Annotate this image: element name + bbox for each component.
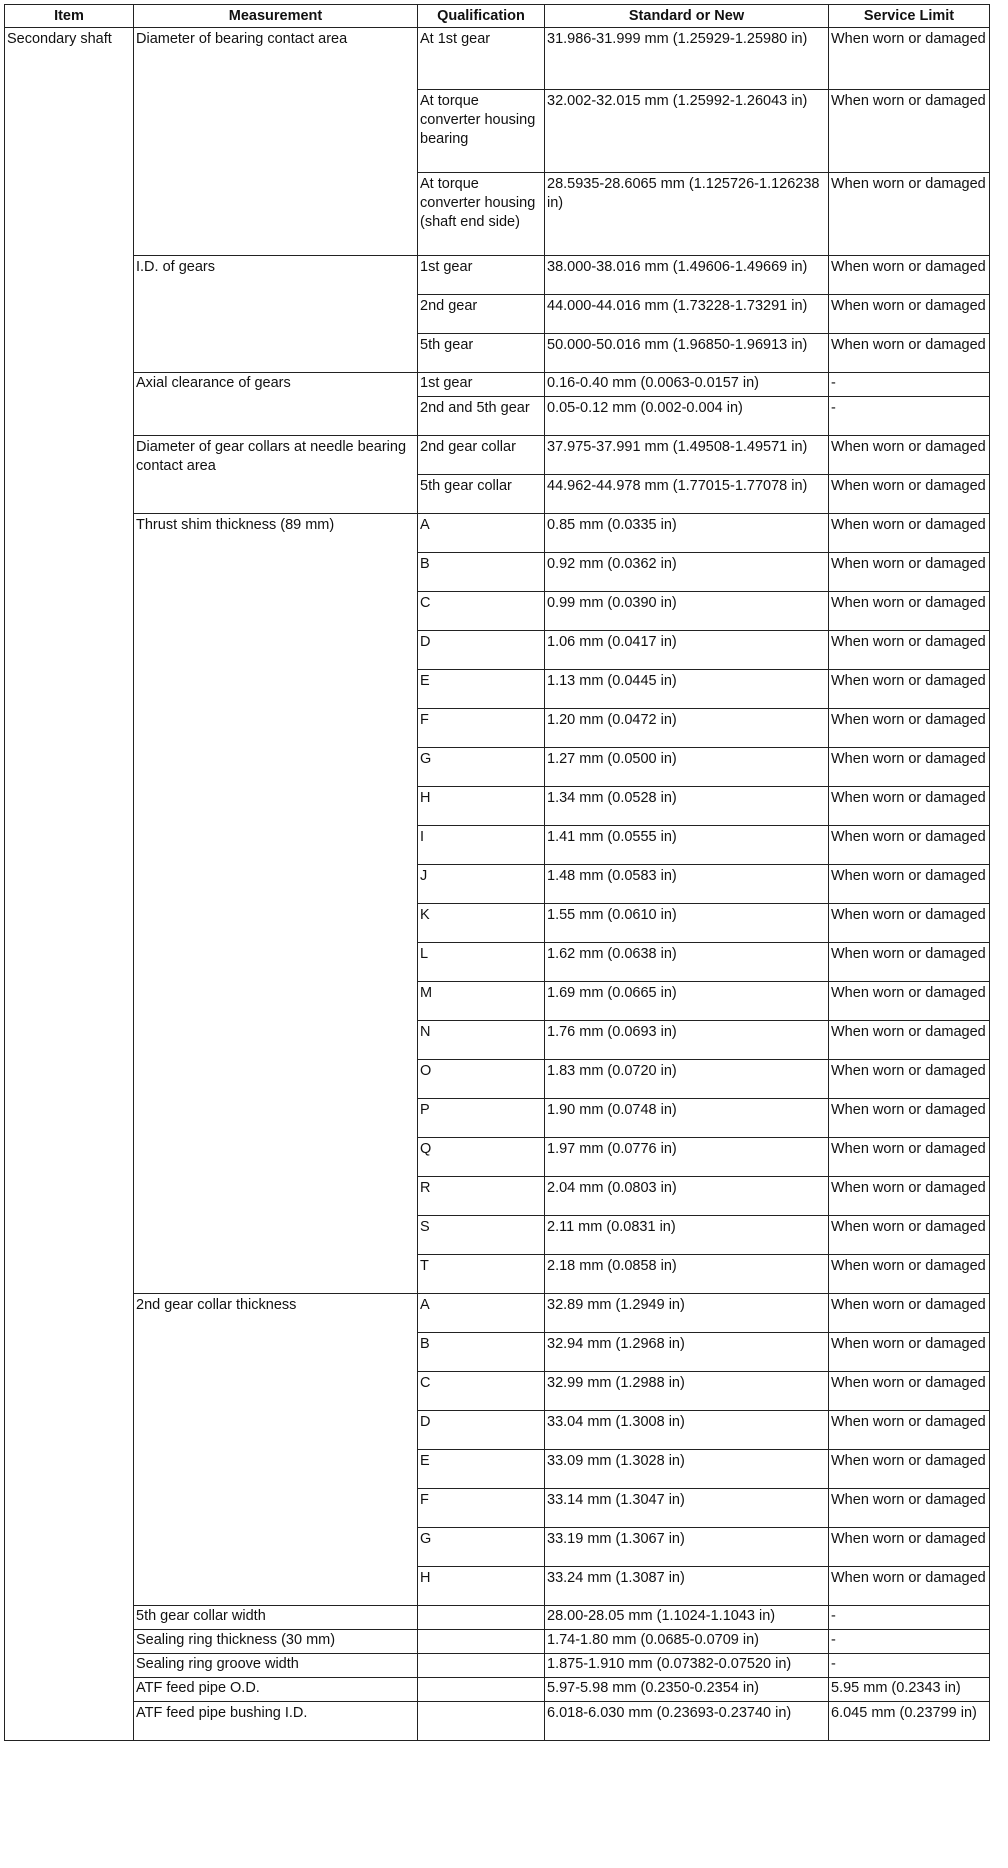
measurement-cell: 5th gear collar width [134,1606,418,1630]
standard-cell: 28.5935-28.6065 mm (1.125726-1.126238 in) [545,173,829,256]
standard-cell: 1.83 mm (0.0720 in) [545,1060,829,1099]
measurement-cell: ATF feed pipe bushing I.D. [134,1702,418,1741]
standard-cell: 31.986-31.999 mm (1.25929-1.25980 in) [545,28,829,90]
measurement-cell: Axial clearance of gears [134,373,418,436]
qualification-cell: P [418,1099,545,1138]
qualification-cell [418,1606,545,1630]
service-limit-cell: When worn or damaged [829,592,990,631]
standard-cell: 1.48 mm (0.0583 in) [545,865,829,904]
service-limit-cell: When worn or damaged [829,1021,990,1060]
standard-cell: 32.002-32.015 mm (1.25992-1.26043 in) [545,90,829,173]
service-limit-cell: When worn or damaged [829,1216,990,1255]
standard-cell: 1.13 mm (0.0445 in) [545,670,829,709]
header-measurement: Measurement [134,5,418,28]
service-limit-cell: When worn or damaged [829,709,990,748]
standard-cell: 2.18 mm (0.0858 in) [545,1255,829,1294]
service-limit-cell: When worn or damaged [829,1333,990,1372]
measurement-cell: I.D. of gears [134,256,418,373]
service-limit-cell: 5.95 mm (0.2343 in) [829,1678,990,1702]
service-limit-cell: When worn or damaged [829,173,990,256]
standard-cell: 32.94 mm (1.2968 in) [545,1333,829,1372]
service-limit-cell: When worn or damaged [829,1372,990,1411]
service-limit-cell: When worn or damaged [829,1177,990,1216]
qualification-cell [418,1654,545,1678]
header-service-limit: Service Limit [829,5,990,28]
service-limit-cell: When worn or damaged [829,1411,990,1450]
standard-cell: 0.05-0.12 mm (0.002-0.004 in) [545,397,829,436]
standard-cell: 33.04 mm (1.3008 in) [545,1411,829,1450]
standard-cell: 33.14 mm (1.3047 in) [545,1489,829,1528]
qualification-cell: A [418,514,545,553]
measurement-cell: Sealing ring thickness (30 mm) [134,1630,418,1654]
table-row [5,256,990,295]
qualification-cell: T [418,1255,545,1294]
table-body [5,28,990,1741]
standard-cell: 0.92 mm (0.0362 in) [545,553,829,592]
standard-cell: 1.06 mm (0.0417 in) [545,631,829,670]
qualification-cell: 2nd gear collar [418,436,545,475]
qualification-cell: F [418,1489,545,1528]
service-limit-cell: When worn or damaged [829,1099,990,1138]
qualification-cell: R [418,1177,545,1216]
table-row [5,373,990,397]
standard-cell: 44.962-44.978 mm (1.77015-1.77078 in) [545,475,829,514]
header-qualification: Qualification [418,5,545,28]
service-limit-cell: When worn or damaged [829,436,990,475]
service-limit-cell: - [829,1606,990,1630]
qualification-cell: E [418,670,545,709]
service-limit-cell: - [829,1630,990,1654]
service-limit-cell: When worn or damaged [829,1450,990,1489]
standard-cell: 37.975-37.991 mm (1.49508-1.49571 in) [545,436,829,475]
qualification-cell: H [418,787,545,826]
service-limit-cell: - [829,373,990,397]
qualification-cell: 2nd and 5th gear [418,397,545,436]
qualification-cell: 5th gear collar [418,475,545,514]
measurement-cell: Sealing ring groove width [134,1654,418,1678]
standard-cell: 32.99 mm (1.2988 in) [545,1372,829,1411]
measurement-cell: Diameter of bearing contact area [134,28,418,256]
standard-cell: 1.20 mm (0.0472 in) [545,709,829,748]
qualification-cell: B [418,1333,545,1372]
standard-cell: 5.97-5.98 mm (0.2350-0.2354 in) [545,1678,829,1702]
standard-cell: 28.00-28.05 mm (1.1024-1.1043 in) [545,1606,829,1630]
standard-cell: 1.74-1.80 mm (0.0685-0.0709 in) [545,1630,829,1654]
standard-cell: 44.000-44.016 mm (1.73228-1.73291 in) [545,295,829,334]
header-standard: Standard or New [545,5,829,28]
service-limit-cell: When worn or damaged [829,904,990,943]
table-row [5,514,990,553]
service-limit-cell: When worn or damaged [829,787,990,826]
standard-cell: 1.69 mm (0.0665 in) [545,982,829,1021]
qualification-cell: 2nd gear [418,295,545,334]
table-row [5,1654,990,1678]
service-limit-cell: When worn or damaged [829,1060,990,1099]
table-row [5,1294,990,1333]
service-limit-cell: When worn or damaged [829,1294,990,1333]
table-row [5,1678,990,1702]
service-limit-cell: When worn or damaged [829,553,990,592]
spec-table [4,4,990,1741]
standard-cell: 1.62 mm (0.0638 in) [545,943,829,982]
qualification-cell: 5th gear [418,334,545,373]
standard-cell: 1.90 mm (0.0748 in) [545,1099,829,1138]
service-limit-cell: When worn or damaged [829,943,990,982]
service-limit-cell: When worn or damaged [829,256,990,295]
service-limit-cell: When worn or damaged [829,982,990,1021]
service-limit-cell: 6.045 mm (0.23799 in) [829,1702,990,1741]
qualification-cell: F [418,709,545,748]
service-limit-cell: When worn or damaged [829,334,990,373]
standard-cell: 6.018-6.030 mm (0.23693-0.23740 in) [545,1702,829,1741]
qualification-cell: G [418,1528,545,1567]
service-limit-cell: When worn or damaged [829,748,990,787]
qualification-cell: At 1st gear [418,28,545,90]
qualification-cell: 1st gear [418,373,545,397]
qualification-cell: At torque converter housing bearing [418,90,545,173]
service-limit-cell: When worn or damaged [829,1567,990,1606]
qualification-cell: L [418,943,545,982]
qualification-cell: D [418,631,545,670]
standard-cell: 2.11 mm (0.0831 in) [545,1216,829,1255]
standard-cell: 0.16-0.40 mm (0.0063-0.0157 in) [545,373,829,397]
table-row [5,1606,990,1630]
service-limit-cell: When worn or damaged [829,670,990,709]
standard-cell: 2.04 mm (0.0803 in) [545,1177,829,1216]
qualification-cell: E [418,1450,545,1489]
standard-cell: 1.34 mm (0.0528 in) [545,787,829,826]
qualification-cell: A [418,1294,545,1333]
item-cell: Secondary shaft [5,28,134,1741]
service-limit-cell: When worn or damaged [829,1138,990,1177]
service-limit-cell: When worn or damaged [829,826,990,865]
service-limit-cell: When worn or damaged [829,1489,990,1528]
measurement-cell: 2nd gear collar thickness [134,1294,418,1606]
qualification-cell: At torque converter housing (shaft end side) [418,173,545,256]
qualification-cell: S [418,1216,545,1255]
qualification-cell [418,1702,545,1741]
standard-cell: 0.85 mm (0.0335 in) [545,514,829,553]
service-limit-cell: When worn or damaged [829,865,990,904]
qualification-cell: M [418,982,545,1021]
service-limit-cell: When worn or damaged [829,631,990,670]
qualification-cell: K [418,904,545,943]
standard-cell: 0.99 mm (0.0390 in) [545,592,829,631]
qualification-cell [418,1630,545,1654]
qualification-cell: C [418,592,545,631]
standard-cell: 32.89 mm (1.2949 in) [545,1294,829,1333]
qualification-cell: O [418,1060,545,1099]
qualification-cell: Q [418,1138,545,1177]
measurement-cell: ATF feed pipe O.D. [134,1678,418,1702]
measurement-cell: Thrust shim thickness (89 mm) [134,514,418,1294]
standard-cell: 1.27 mm (0.0500 in) [545,748,829,787]
service-limit-cell: When worn or damaged [829,1528,990,1567]
measurement-cell: Diameter of gear collars at needle bearing contact area [134,436,418,514]
qualification-cell: I [418,826,545,865]
standard-cell: 1.55 mm (0.0610 in) [545,904,829,943]
service-limit-cell: When worn or damaged [829,28,990,90]
qualification-cell: B [418,553,545,592]
qualification-cell: 1st gear [418,256,545,295]
service-limit-cell: When worn or damaged [829,475,990,514]
standard-cell: 50.000-50.016 mm (1.96850-1.96913 in) [545,334,829,373]
standard-cell: 1.76 mm (0.0693 in) [545,1021,829,1060]
standard-cell: 33.09 mm (1.3028 in) [545,1450,829,1489]
qualification-cell: N [418,1021,545,1060]
table-row [5,1630,990,1654]
service-limit-cell: When worn or damaged [829,90,990,173]
qualification-cell: C [418,1372,545,1411]
qualification-cell: D [418,1411,545,1450]
table-row [5,28,990,90]
standard-cell: 1.97 mm (0.0776 in) [545,1138,829,1177]
service-limit-cell: - [829,1654,990,1678]
table-row [5,436,990,475]
header-item: Item [5,5,134,28]
qualification-cell: G [418,748,545,787]
standard-cell: 38.000-38.016 mm (1.49606-1.49669 in) [545,256,829,295]
qualification-cell [418,1678,545,1702]
header-row [5,5,990,28]
service-limit-cell: When worn or damaged [829,295,990,334]
qualification-cell: H [418,1567,545,1606]
service-limit-cell: When worn or damaged [829,1255,990,1294]
standard-cell: 1.41 mm (0.0555 in) [545,826,829,865]
service-limit-cell: When worn or damaged [829,514,990,553]
qualification-cell: J [418,865,545,904]
standard-cell: 33.19 mm (1.3067 in) [545,1528,829,1567]
standard-cell: 1.875-1.910 mm (0.07382-0.07520 in) [545,1654,829,1678]
service-limit-cell: - [829,397,990,436]
standard-cell: 33.24 mm (1.3087 in) [545,1567,829,1606]
table-row [5,1702,990,1741]
